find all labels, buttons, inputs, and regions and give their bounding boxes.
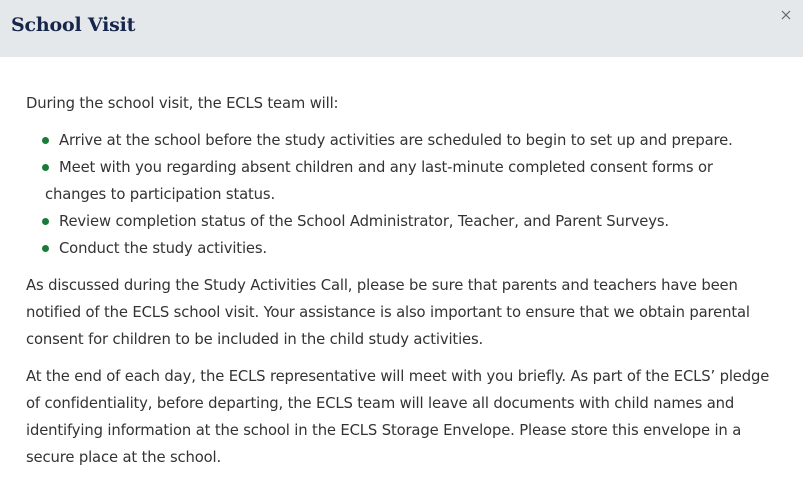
close-icon: [781, 8, 791, 23]
modal-body: [0, 57, 803, 471]
list-item: [26, 208, 777, 235]
list-item-text: Arrive at the school before the study activities are scheduled to begin to set up and prepare.: [59, 132, 733, 149]
list-item-text: Review completion status of the School Administrator, Teacher, and Parent Surveys.: [59, 213, 669, 230]
list-item: [26, 127, 777, 154]
modal-title: School Visit: [11, 14, 136, 36]
paragraph-confidentiality: At the end of each day, the ECLS representative will meet with you briefly. As part of the ECLS’ pledge of confidentiality, before departing, the ECLS team will leave all documents with child names and identifying information at the school in the ECLS Storage Envelope. Please store this envelope in a secure place at the school.: [26, 368, 770, 466]
list-item: [26, 235, 777, 262]
close-button[interactable]: [777, 6, 795, 24]
bullet-icon: [42, 137, 49, 144]
intro-text: During the school visit, the ECLS team will:: [26, 95, 339, 112]
bullet-icon: [42, 164, 49, 171]
list-item: [26, 154, 777, 208]
list-item-text: Conduct the study activities.: [59, 240, 267, 257]
activity-list: [26, 127, 777, 262]
bullet-icon: [42, 218, 49, 225]
list-item-text: Meet with you regarding absent children and any last-minute completed consent forms or changes to participation status.: [45, 159, 713, 203]
modal-header: [0, 0, 803, 57]
bullet-icon: [42, 245, 49, 252]
paragraph-study-call: As discussed during the Study Activities Call, please be sure that parents and teachers have been notified of the ECLS school visit. Your assistance is also important to ensure that we obtain parental consent for children to be included in the child study activities.: [26, 277, 750, 348]
